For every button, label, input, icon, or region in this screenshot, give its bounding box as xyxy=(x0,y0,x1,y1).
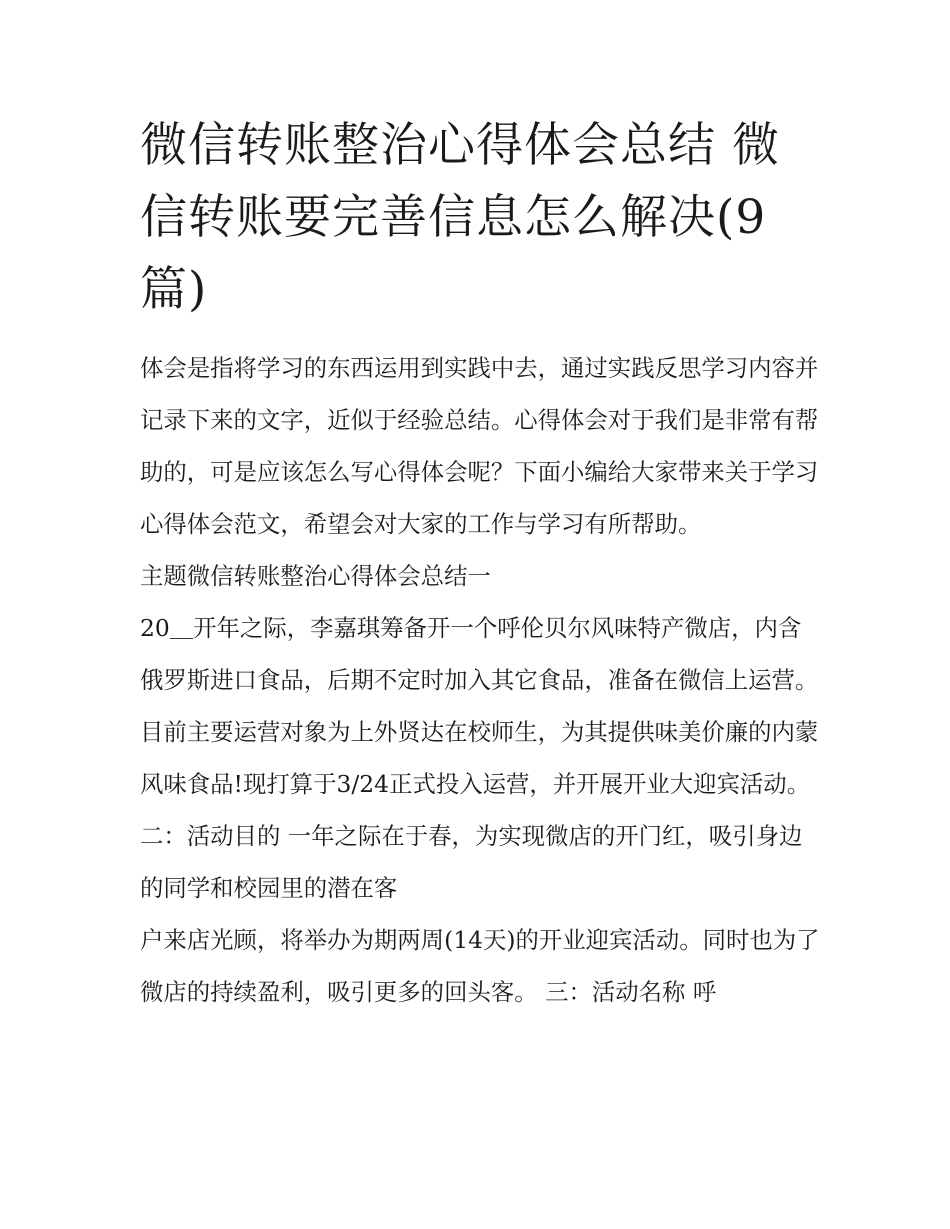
document-page xyxy=(140,110,820,1018)
body-paragraph: 20＿开年之际，李嘉琪筹备开一个呼伦贝尔风味特产微店，内含俄罗斯进口食品，后期不定时加入其它食品，准备在微信上运营。目前主要运营对象为上外贤达在校师生，为其提供味美价廉的内蒙风味食品!现打算于3/24正式投入运营，并开展开业大迎宾活动。 xyxy=(140,614,819,798)
body-paragraph: 户来店光顾，将举办为期两周(14天)的开业迎宾活动。同时也为了微店的持续盈利，吸引更多的回头客。 三：活动名称 呼 xyxy=(140,926,820,1006)
intro-paragraph: 体会是指将学习的东西运用到实践中去，通过实践反思学习内容并记录下来的文字，近似于经验总结。心得体会对于我们是非常有帮助的，可是应该怎么写心得体会呢？下面小编给大家带来关于学习心得体会范文，希望会对大家的工作与学习有所帮助。 xyxy=(140,354,819,538)
body-paragraph: 二：活动目的 一年之际在于春，为实现微店的开门红，吸引身边的同学和校园里的潜在客 xyxy=(140,822,803,902)
document-title: 微信转账整治心得体会总结 微信转账要完善信息怎么解决(9篇) xyxy=(140,118,780,317)
section-heading: 主题微信转账整治心得体会总结一 xyxy=(140,562,491,590)
